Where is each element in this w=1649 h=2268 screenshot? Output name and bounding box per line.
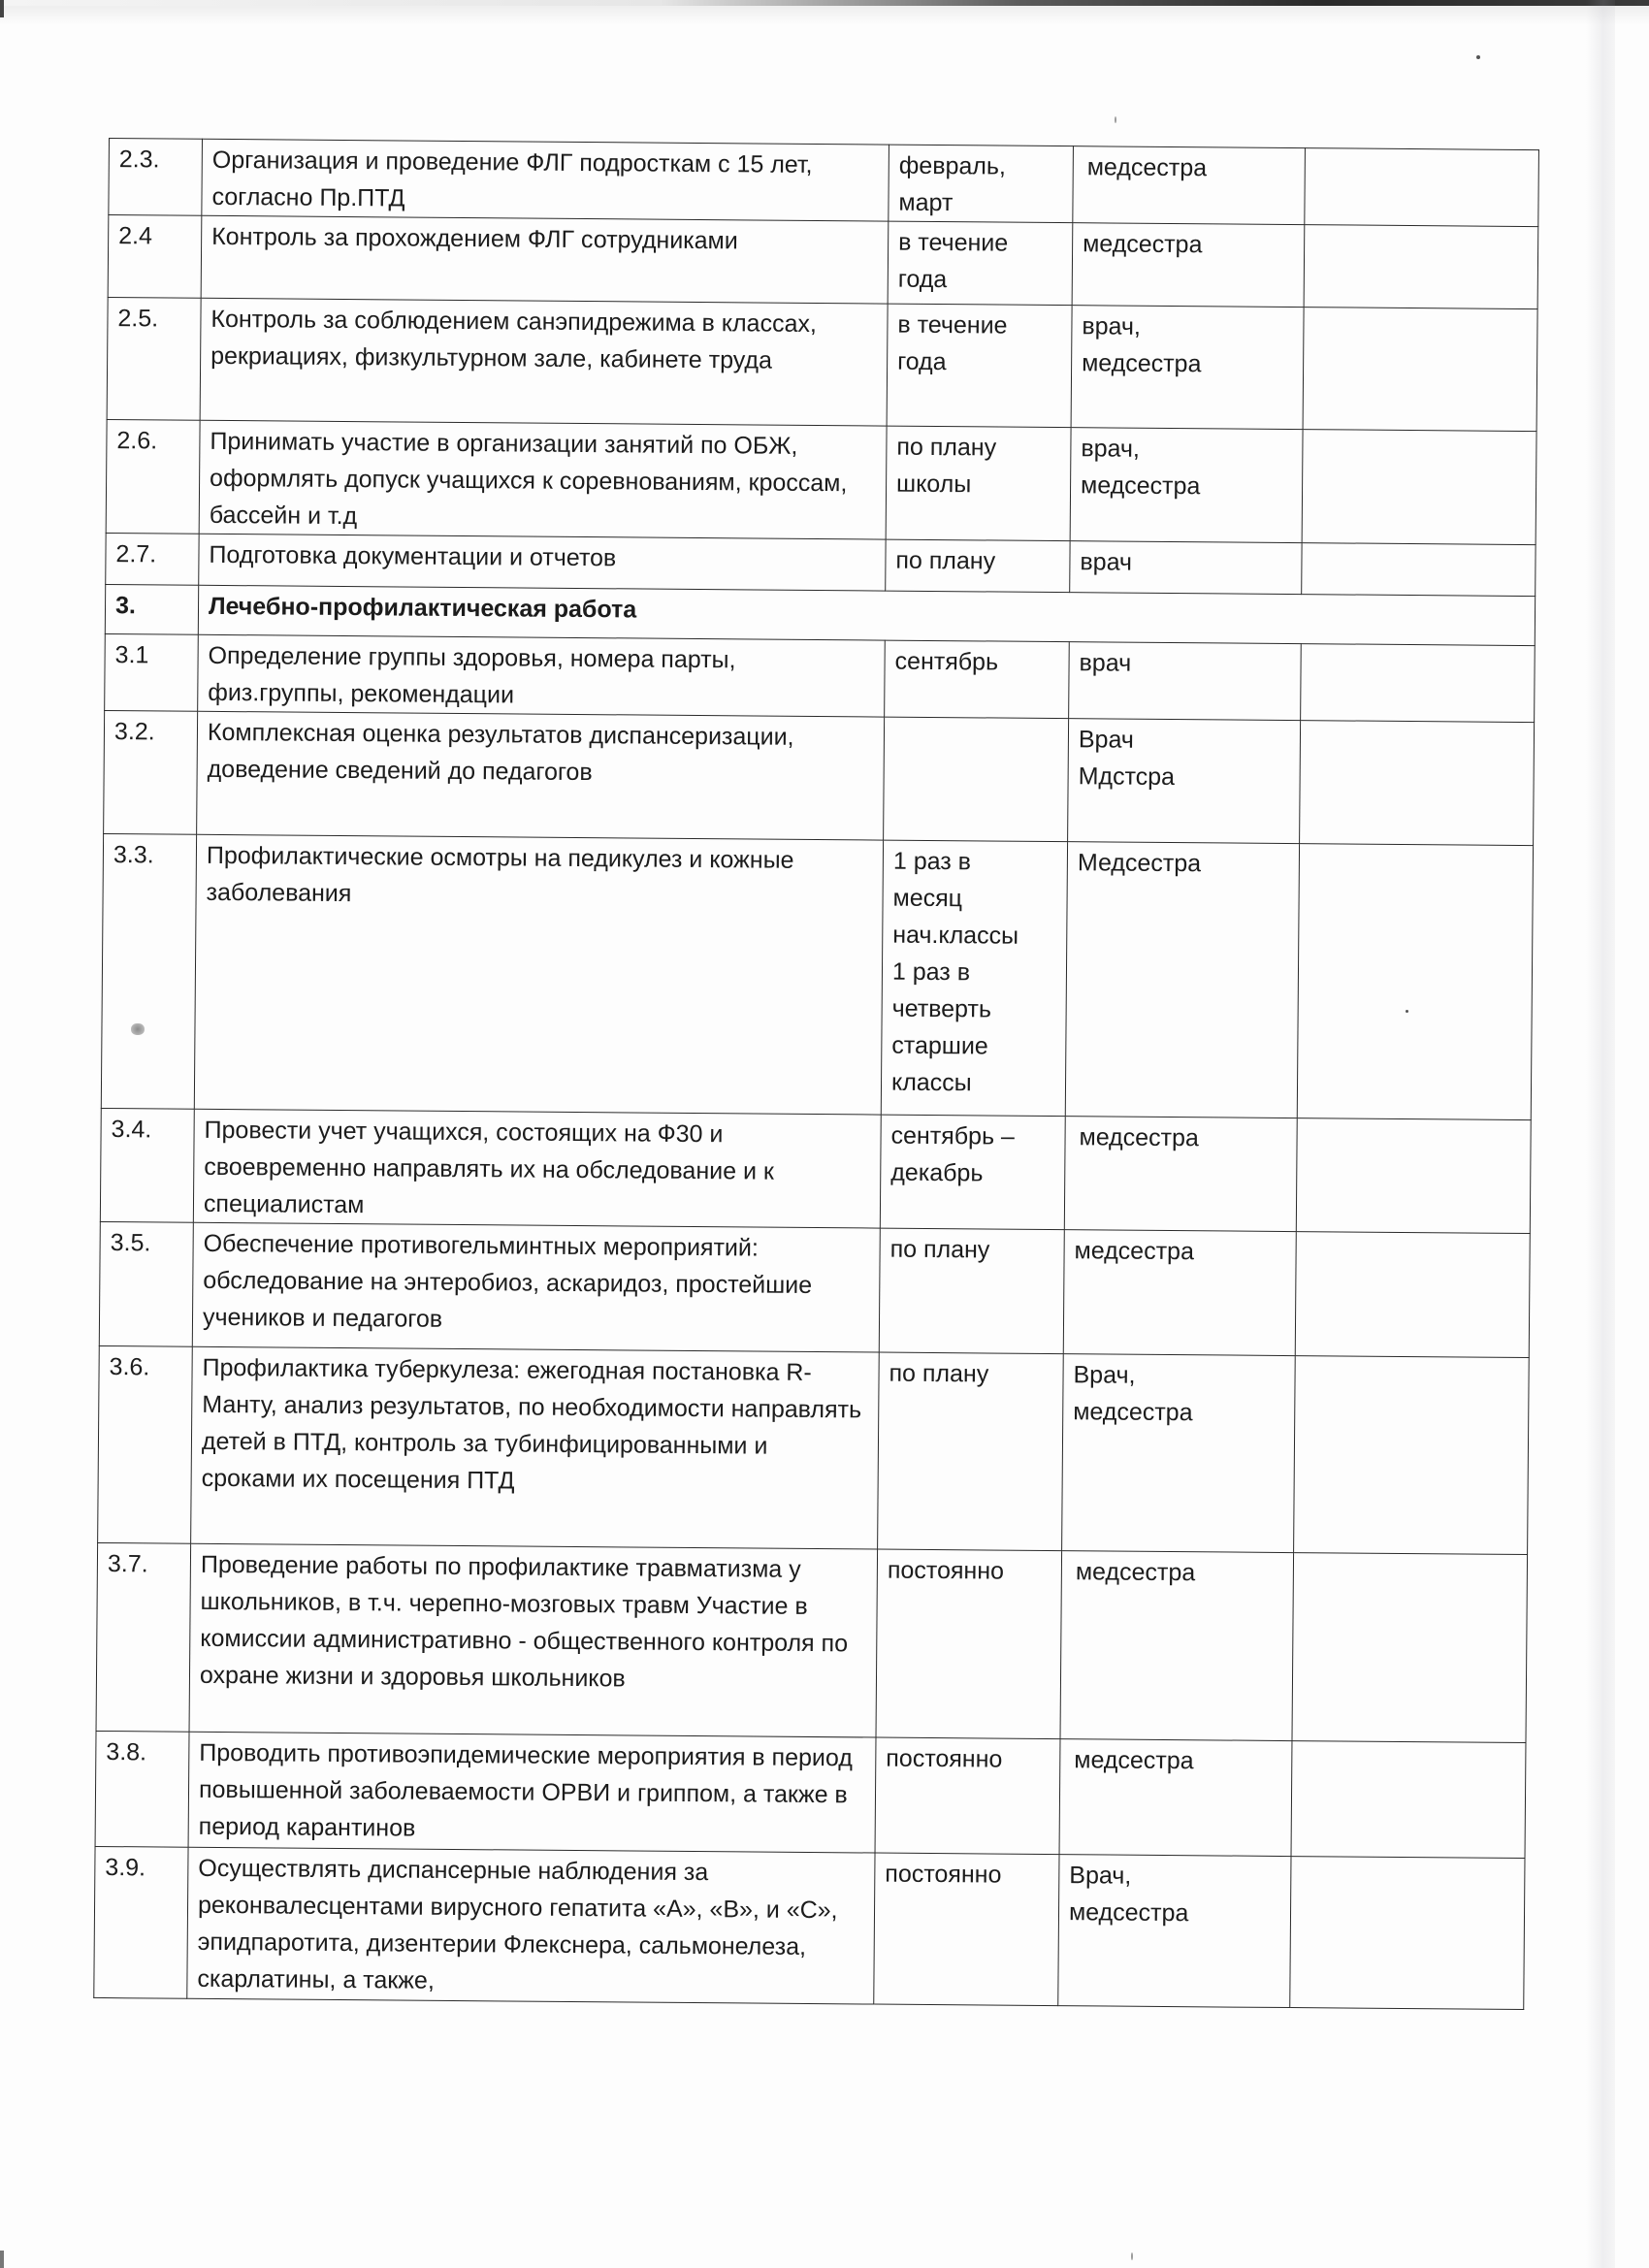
row-activity: Осуществлять диспансерные наблюдения за реконвалесцентами вирусного гепатита «А», «В», и «С», эпидпаротита, дизентерии Флекснера, сальмонелеза, скарлатины, а также, <box>187 1847 875 2004</box>
row-number: 2.6. <box>106 419 200 534</box>
row-responsible <box>1059 1739 1292 1857</box>
row-activity: Профилактические осмотры на педикулез и кожные заболевания <box>194 834 883 1115</box>
scan-speck <box>1476 55 1480 59</box>
table-row <box>104 710 1535 845</box>
row-timing <box>874 1853 1059 2006</box>
row-activity: Обеспечение противогельминтных мероприятий: обследование на энтеробиоз, аскаридоз, простейшие учеников и педагогов <box>192 1222 880 1352</box>
row-responsible <box>1072 223 1305 308</box>
scan-top-shadow <box>0 6 1649 25</box>
row-timing <box>876 1549 1062 1739</box>
row-number: 3.9. <box>94 1846 188 1998</box>
row-note <box>1301 644 1536 723</box>
table-row <box>108 215 1538 309</box>
cell-line: медсестра <box>1086 153 1208 182</box>
cell-line: врач <box>1079 649 1132 677</box>
cell-line: медсестра <box>1075 1558 1196 1587</box>
row-responsible <box>1062 1354 1296 1553</box>
cell-line: март <box>898 188 954 217</box>
row-timing <box>879 1228 1064 1354</box>
row-number: 3.3. <box>101 833 196 1109</box>
table-row <box>107 297 1537 431</box>
cell-line: года <box>897 265 948 294</box>
row-activity: Подготовка документации и отчетов <box>199 534 886 591</box>
row-activity: Контроль за прохождением ФЛГ сотрудниками <box>201 215 889 304</box>
cell-line: медсестра <box>1079 1123 1199 1152</box>
row-note <box>1292 1553 1528 1743</box>
row-number: 3.6. <box>98 1345 193 1543</box>
scan-corner-mark <box>0 0 4 17</box>
row-number: 2.5. <box>107 297 201 420</box>
row-activity: Организация и проведение ФЛГ подросткам с 15 лет, согласно Пр.ПТД <box>202 139 889 221</box>
row-responsible <box>1063 1230 1296 1356</box>
scan-speck <box>1115 116 1116 123</box>
cell-line: медсестра <box>1074 1746 1194 1775</box>
cell-line: постоянно <box>886 1744 1003 1773</box>
table-row <box>100 1108 1531 1233</box>
section-title: Лечебно-профилактическая работа <box>198 585 1535 645</box>
cell-line: медсестра <box>1082 349 1202 378</box>
cell-line: классы <box>890 1068 972 1097</box>
row-responsible <box>1073 146 1306 225</box>
cell-line: по плану <box>889 1359 989 1388</box>
row-responsible <box>1070 428 1303 543</box>
row-activity: Проводить противоэпидемические мероприятия в период повышенной заболеваемости ОРВИ и гриппом, а также в период карантинов <box>188 1732 876 1853</box>
cell-line: постоянно <box>887 1556 1005 1585</box>
table-row <box>99 1221 1530 1357</box>
row-responsible <box>1064 1117 1297 1232</box>
cell-line: по плану <box>895 546 996 575</box>
row-number: 3.8. <box>95 1731 189 1847</box>
row-note <box>1304 225 1538 309</box>
row-responsible <box>1071 306 1304 430</box>
cell-line: врач <box>1080 548 1133 576</box>
cell-line: февраль, <box>898 151 1007 180</box>
row-number: 3.4. <box>100 1108 194 1222</box>
row-responsible <box>1068 719 1301 844</box>
cell-line: школы <box>895 470 972 499</box>
cell-line: 1 раз в <box>891 957 971 987</box>
row-number: 3.2. <box>104 710 198 834</box>
cell-line: Врач, <box>1069 1862 1132 1890</box>
cell-line: Врач, <box>1073 1361 1136 1389</box>
cell-line: постоянно <box>885 1860 1002 1889</box>
row-timing <box>889 145 1074 223</box>
table-row <box>94 1846 1525 2009</box>
scan-corner-mark <box>0 2251 4 2268</box>
row-timing <box>884 717 1069 842</box>
cell-line: медсестра <box>1073 1398 1193 1427</box>
scan-speck <box>1131 2252 1133 2260</box>
row-responsible <box>1070 541 1302 595</box>
cell-line: 1 раз в <box>892 847 972 876</box>
row-note <box>1303 308 1537 432</box>
cell-line: медсестра <box>1083 230 1203 259</box>
plan-table-container <box>93 138 1538 2010</box>
table-row <box>98 1345 1530 1554</box>
row-number: 3.5. <box>99 1221 193 1346</box>
scan-right-noise-strip <box>1586 0 1615 2268</box>
row-number: 2.4 <box>108 215 202 299</box>
cell-line: медсестра <box>1080 471 1201 501</box>
row-responsible <box>1060 1551 1294 1741</box>
cell-line: по плану <box>889 1235 990 1264</box>
table-row <box>109 139 1539 227</box>
row-note <box>1302 430 1536 545</box>
row-timing <box>886 539 1070 593</box>
row-note <box>1305 148 1539 227</box>
cell-line: врач, <box>1081 435 1141 463</box>
row-timing <box>885 640 1070 719</box>
cell-line: четверть <box>891 994 992 1023</box>
row-activity: Контроль за соблюдением санэпидрежима в классах, рекриациях, физкультурном зале, кабинете труда <box>200 298 888 426</box>
cell-line: медсестра <box>1074 1237 1195 1266</box>
cell-line: декабрь <box>890 1158 984 1187</box>
row-timing <box>875 1737 1060 1855</box>
row-activity: Провести учет учащихся, состоящих на Ф30 и своевременно направлять их на обследование и к специалистам <box>193 1109 881 1228</box>
row-note <box>1294 1356 1530 1555</box>
row-activity: Определение группы здоровья, номера парты, физ.группы, рекомендации <box>198 634 886 717</box>
row-timing <box>878 1352 1064 1551</box>
row-number: 2.7. <box>106 533 199 585</box>
row-note <box>1302 543 1536 597</box>
section-number: 3. <box>105 584 198 634</box>
cell-line: нач.классы <box>892 921 1019 950</box>
table-row <box>96 1542 1528 1742</box>
row-note <box>1290 1857 1525 2010</box>
row-activity: Комплексная оценка результатов диспансеризации, доведение сведений до педагогов <box>197 711 885 840</box>
row-note <box>1296 1118 1531 1234</box>
cell-line: медсестра <box>1068 1898 1189 1928</box>
cell-line: в течение <box>897 310 1008 340</box>
row-responsible <box>1069 642 1302 721</box>
row-note <box>1297 844 1533 1120</box>
row-note <box>1295 1232 1530 1358</box>
row-activity: Принимать участие в организации занятий по ОБЖ, оформлять допуск учащихся к соревнованиям, кроссам, бассейн и т.д <box>199 420 887 539</box>
row-responsible <box>1058 1855 1291 2008</box>
row-timing <box>888 221 1073 306</box>
cell-line: месяц <box>892 884 963 913</box>
row-number: 2.3. <box>109 139 203 216</box>
table-row <box>101 833 1533 1119</box>
cell-line: врач, <box>1082 312 1142 340</box>
cell-line: Мдстсра <box>1078 762 1176 792</box>
row-responsible <box>1065 842 1299 1118</box>
cell-line: в течение <box>898 228 1009 257</box>
row-timing <box>887 304 1072 428</box>
cell-line: года <box>897 347 947 376</box>
row-activity: Проведение работы по профилактике травматизма у школьников, в т.ч. черепно-мозговых травм Участие в комиссии административно - общественного контроля по охране жизни и здоровья школьников <box>189 1543 878 1737</box>
row-number: 3.1 <box>105 633 199 711</box>
table-row <box>95 1731 1526 1858</box>
cell-line: Медсестра <box>1077 849 1202 878</box>
cell-line: сентябрь – <box>890 1121 1015 1150</box>
row-timing <box>886 426 1071 541</box>
row-timing <box>880 1115 1065 1230</box>
row-timing <box>881 840 1067 1117</box>
row-note <box>1300 721 1535 846</box>
medical-work-plan-table <box>93 138 1539 2010</box>
row-number: 3.7. <box>96 1542 191 1732</box>
cell-line: сентябрь <box>894 647 999 676</box>
cell-line: старшие <box>891 1031 988 1060</box>
table-row <box>105 633 1536 722</box>
row-note <box>1291 1741 1526 1859</box>
cell-line: Врач <box>1078 726 1135 754</box>
table-row <box>106 419 1536 544</box>
cell-line: по плану <box>896 433 997 462</box>
row-activity: Профилактика туберкулеза: ежегодная постановка R-Манту, анализ результатов, по необходимости направлять детей в ПТД, контроль за тубинфицированными и сроками их посещения ПТД <box>191 1346 880 1549</box>
